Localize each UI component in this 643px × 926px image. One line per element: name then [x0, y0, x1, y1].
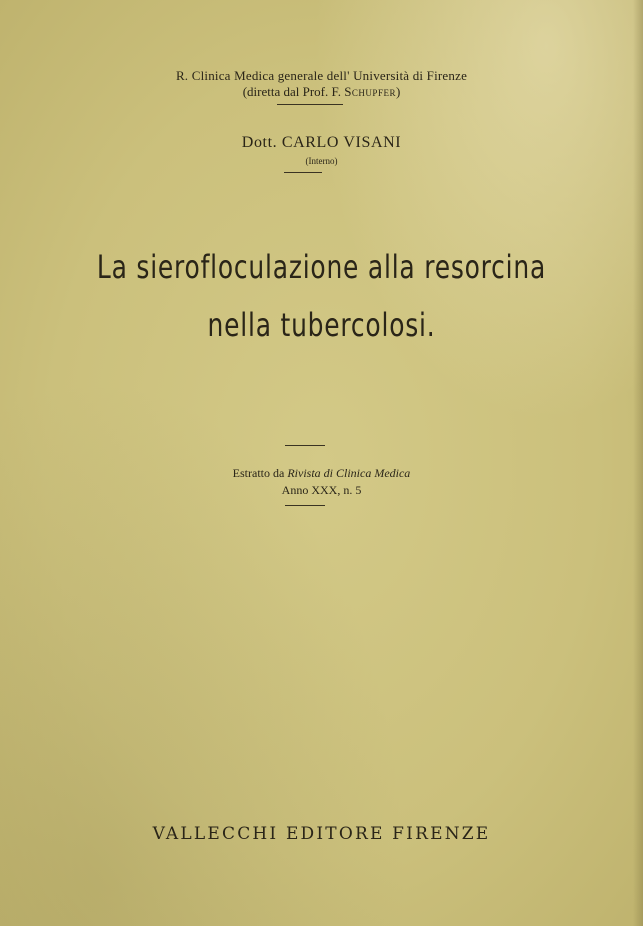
director-prefix: (diretta dal Prof. F. — [242, 84, 345, 99]
document-title-line2: nella tubercolosi. — [207, 306, 436, 344]
journal-name: Rivista di Clinica Medica — [287, 466, 411, 480]
author-role: (Interno) — [305, 156, 338, 166]
divider-rule — [277, 104, 343, 105]
divider-rule — [285, 445, 325, 446]
director-line — [0, 84, 643, 100]
extract-prefix: Estratto da — [232, 466, 288, 480]
divider-rule — [284, 172, 322, 173]
director-name: Schupfer — [344, 84, 396, 99]
journal-issue: Anno XXX, n. 5 — [281, 483, 362, 497]
extract-source — [0, 466, 643, 481]
institution-line: R. Clinica Medica generale dell' Università di Firenze — [175, 68, 468, 83]
publisher-imprint: VALLECCHI EDITORE FIRENZE — [152, 824, 491, 844]
document-title-line1: La sierofloculazione alla resorcina — [96, 248, 547, 286]
divider-rule — [285, 505, 325, 506]
author-name: Dott. CARLO VISANI — [241, 134, 402, 151]
director-suffix: ) — [395, 84, 401, 99]
